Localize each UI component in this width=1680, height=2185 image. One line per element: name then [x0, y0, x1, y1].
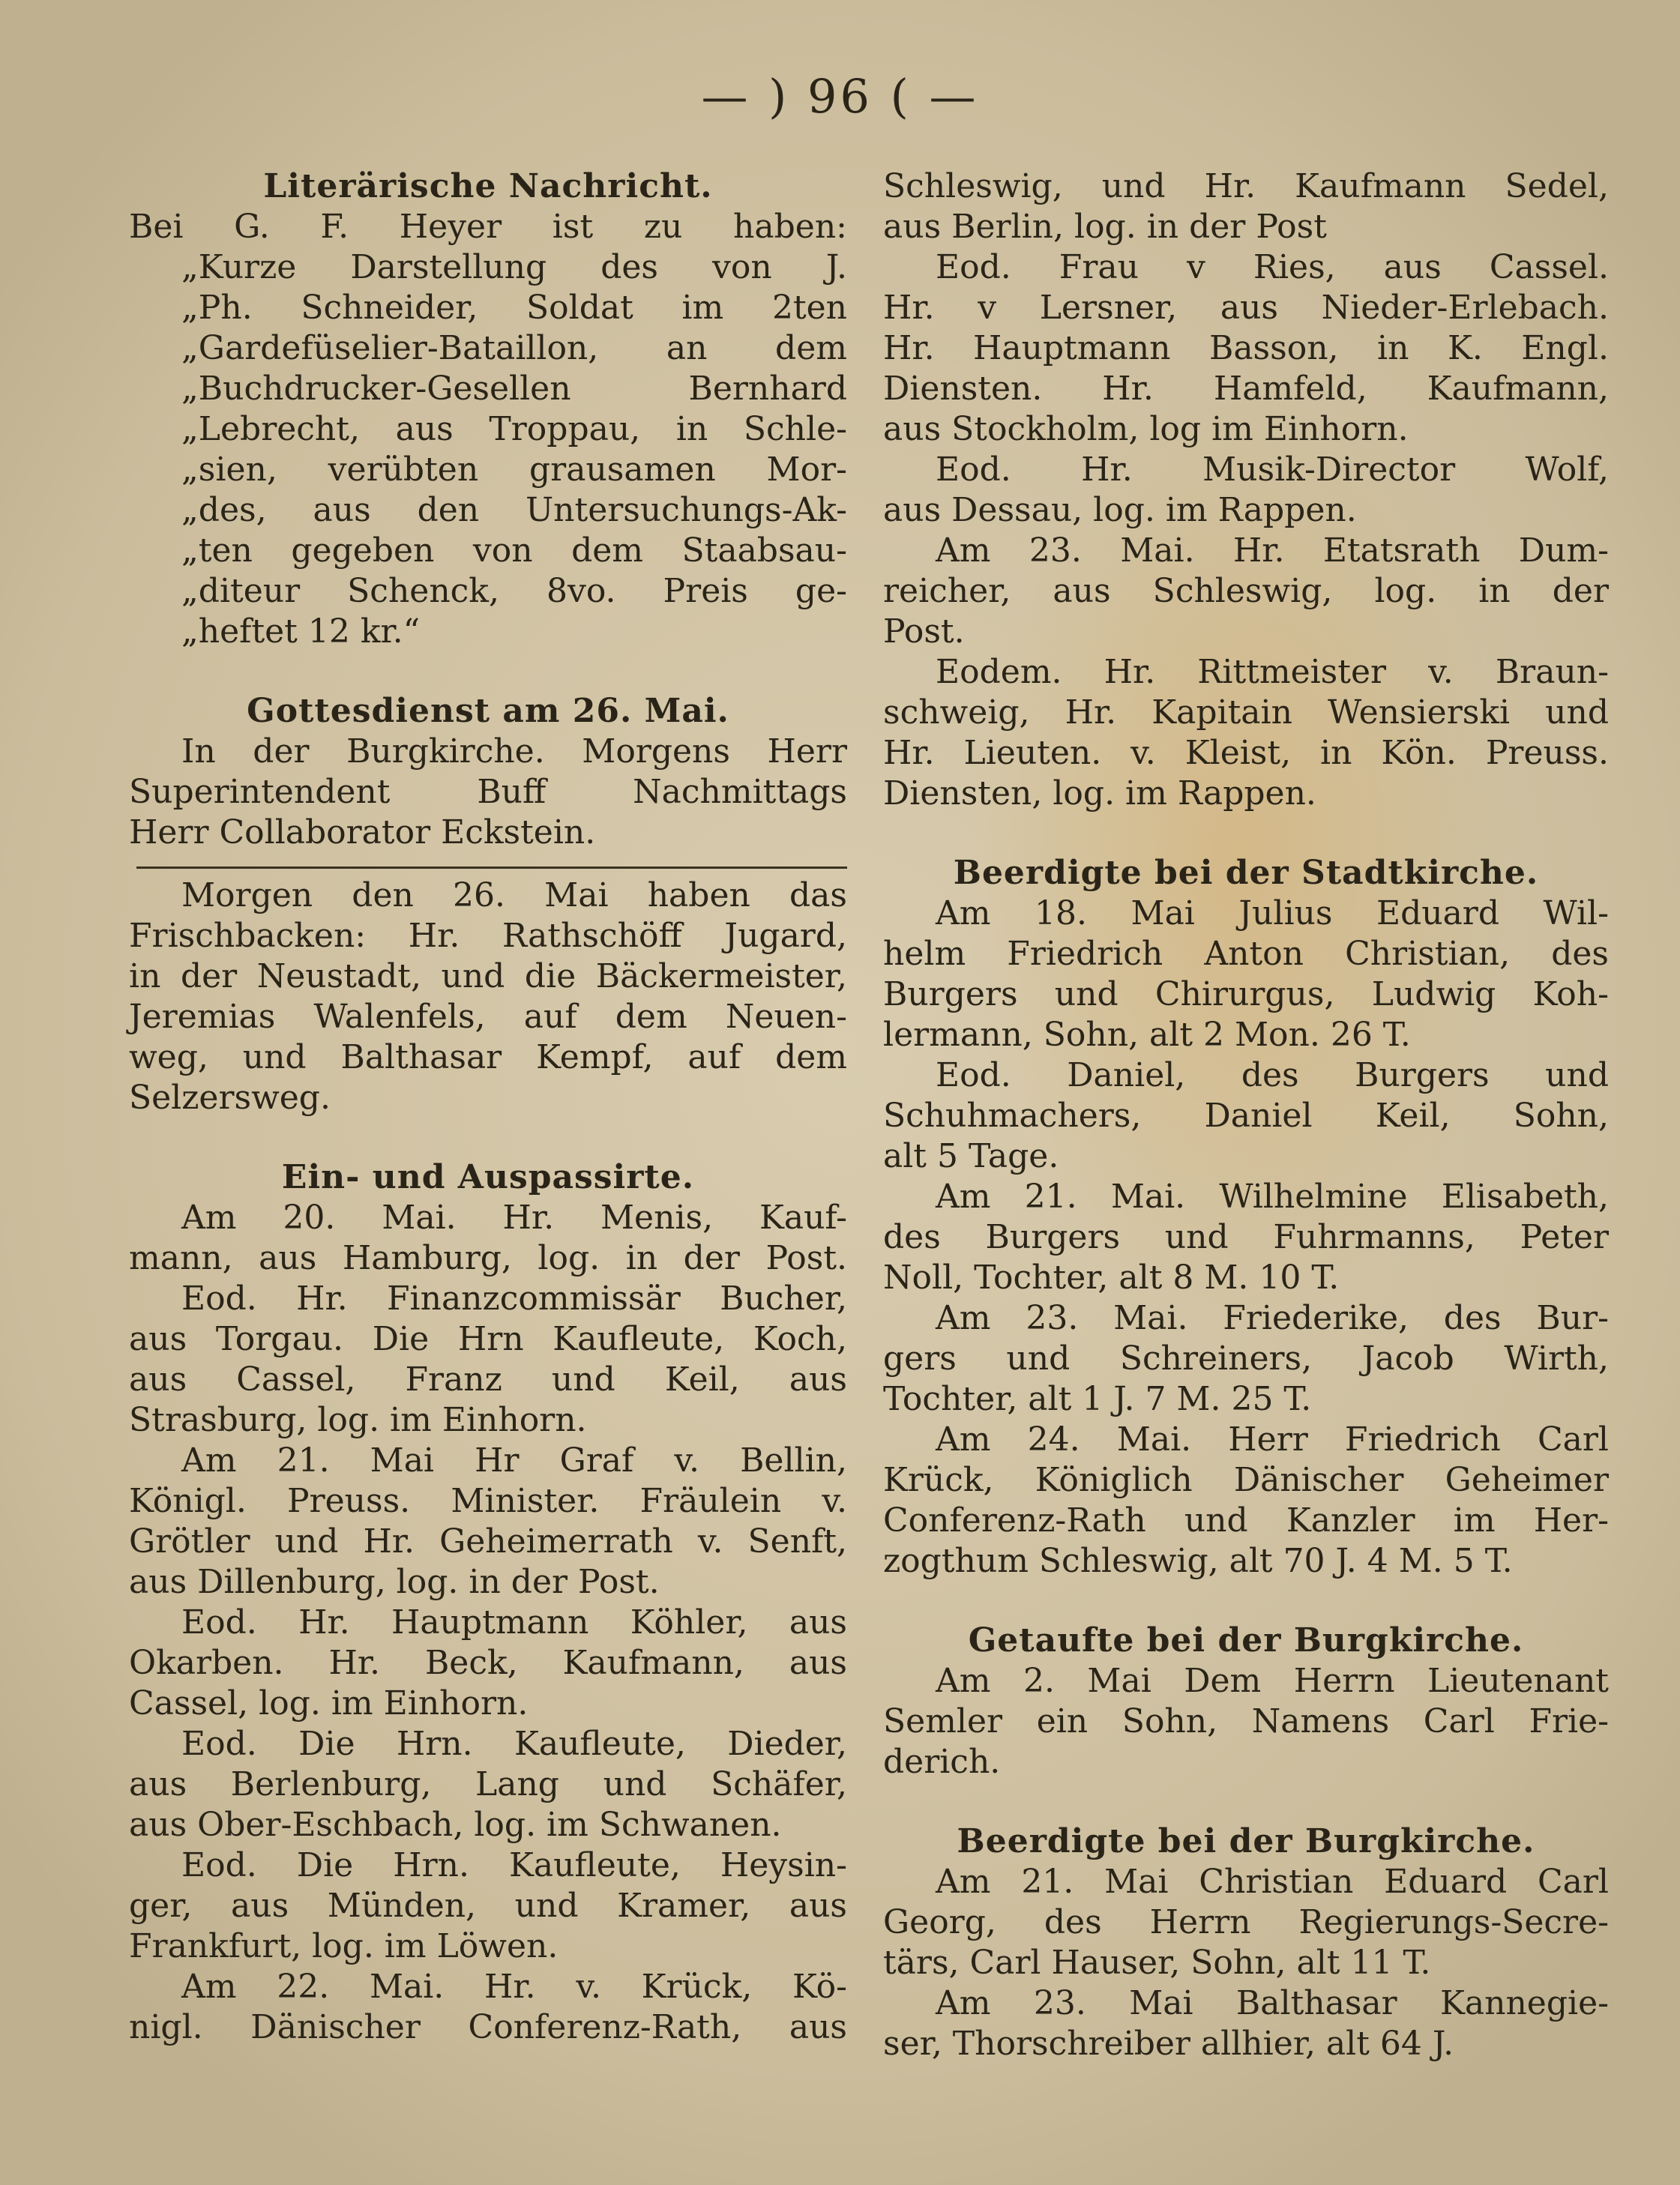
text-line: helm Friedrich Anton Christian, des: [883, 935, 1609, 973]
text-line: Frankfurt, log. im Löwen.: [129, 1927, 559, 1965]
text-line: derich.: [883, 1743, 1001, 1781]
text-line: Eod. Hr. Finanzcommissär Bucher,: [181, 1280, 847, 1318]
text-line: Burgers und Chirurgus, Ludwig Koh-: [883, 975, 1609, 1013]
text-line: aus Cassel, Franz und Keil, aus: [129, 1360, 847, 1399]
text-line: mann, aus Hamburg, log. in der Post.: [129, 1239, 847, 1277]
section-heading: Beerdigte bei der Stadtkirche.: [953, 854, 1539, 892]
text-line: aus Dessau, log. im Rappen.: [883, 491, 1357, 529]
text-line: Cassel, log. im Einhorn.: [129, 1684, 529, 1723]
text-line: Okarben. Hr. Beck, Kaufmann, aus: [129, 1644, 847, 1682]
text-line: „Gardefüselier-Bataillon, an dem: [181, 329, 847, 367]
section-heading: Ein- und Auspassirte.: [281, 1158, 695, 1196]
text-line: Georg, des Herrn Regierungs-Secre-: [883, 1903, 1609, 1941]
text-line: Conferenz-Rath und Kanzler im Her-: [883, 1501, 1609, 1540]
section-heading: Getaufte bei der Burgkirche.: [968, 1621, 1524, 1660]
text-line: Am 24. Mai. Herr Friedrich Carl: [936, 1420, 1609, 1459]
text-line: lermann, Sohn, alt 2 Mon. 26 T.: [883, 1016, 1411, 1054]
text-line: Diensten, log. im Rappen.: [883, 774, 1316, 813]
text-line: Eodem. Hr. Rittmeister v. Braun-: [936, 653, 1609, 691]
text-line: Noll, Tochter, alt 8 M. 10 T.: [883, 1259, 1340, 1297]
section-gap: [129, 1118, 847, 1157]
text-line: aus Torgau. Die Hrn Kaufleute, Koch,: [129, 1320, 847, 1358]
text-line: Am 22. Mai. Hr. v. Krück, Kö-: [181, 1968, 847, 2006]
text-line: Hr. Lieuten. v. Kleist, in Kön. Preuss.: [883, 734, 1609, 772]
text-line: Selzersweg.: [129, 1079, 331, 1117]
text-line: zogthum Schleswig, alt 70 J. 4 M. 5 T.: [883, 1542, 1513, 1580]
text-line: Morgen den 26. Mai haben das: [181, 876, 847, 914]
text-line: aus Berlin, log. in der Post: [883, 208, 1327, 246]
text-line: aus Dillenburg, log. in der Post.: [129, 1563, 660, 1601]
text-line: Eod. Die Hrn. Kaufleute, Heysin-: [181, 1846, 847, 1884]
text-line: des Burgers und Fuhrmanns, Peter: [883, 1218, 1609, 1256]
text-line: In der Burgkirche. Morgens Herr: [181, 732, 847, 771]
text-line: reicher, aus Schleswig, log. in der: [883, 572, 1609, 610]
text-line: Eod. Frau v Ries, aus Cassel.: [936, 248, 1609, 286]
text-line: Tochter, alt 1 J. 7 M. 25 T.: [883, 1380, 1312, 1418]
text-line: in der Neustadt, und die Bäckermeister,: [129, 957, 847, 995]
text-line: Post.: [883, 612, 965, 651]
text-line: gers und Schreiners, Jacob Wirth,: [883, 1339, 1609, 1378]
text-line: Am 20. Mai. Hr. Menis, Kauf-: [181, 1199, 847, 1237]
text-line: Diensten. Hr. Hamfeld, Kaufmann,: [883, 370, 1609, 408]
text-line: „sien, verübten grausamen Mor-: [181, 450, 847, 489]
text-line: ger, aus Münden, und Kramer, aus: [129, 1887, 847, 1925]
section-heading: Gottesdienst am 26. Mai.: [247, 692, 729, 730]
text-line: Am 21. Mai. Wilhelmine Elisabeth,: [936, 1178, 1609, 1216]
text-line: „Buchdrucker-Gesellen Bernhard: [181, 370, 847, 408]
section-divider: [129, 853, 847, 875]
text-line: Eod. Daniel, des Burgers und: [936, 1056, 1609, 1094]
text-line: weg, und Balthasar Kempf, auf dem: [129, 1038, 847, 1076]
text-line: aus Stockholm, log im Einhorn.: [883, 410, 1409, 448]
left-column: [129, 166, 847, 2048]
text-line: „Lebrecht, aus Troppau, in Schle-: [181, 410, 847, 448]
text-line: Königl. Preuss. Minister. Fräulein v.: [129, 1482, 847, 1520]
text-line: Am 21. Mai Hr Graf v. Bellin,: [181, 1441, 847, 1480]
text-line: Jeremias Walenfels, auf dem Neuen-: [129, 998, 847, 1036]
text-line: Superintendent Buff Nachmittags: [129, 773, 847, 811]
text-line: Am 18. Mai Julius Eduard Wil-: [936, 894, 1609, 932]
text-line: Am 2. Mai Dem Herrn Lieutenant: [936, 1662, 1609, 1700]
section-heading: Beerdigte bei der Burgkirche.: [957, 1822, 1535, 1860]
text-line: „des, aus den Untersuchungs-Ak-: [181, 491, 847, 529]
text-line: Am 23. Mai. Hr. Etatsrath Dum-: [936, 531, 1609, 570]
text-line: aus Ober-Eschbach, log. im Schwanen.: [129, 1806, 782, 1844]
text-line: Eod. Hr. Hauptmann Köhler, aus: [181, 1603, 847, 1642]
text-line: Eod. Hr. Musik-Director Wolf,: [936, 450, 1609, 489]
text-line: Schuhmachers, Daniel Keil, Sohn,: [883, 1097, 1609, 1135]
text-line: Bei G. F. Heyer ist zu haben:: [129, 208, 847, 246]
text-line: Schleswig, und Hr. Kaufmann Sedel,: [883, 167, 1609, 205]
section-gap: [883, 1782, 1609, 1821]
page-number: — ) 96 ( —: [701, 69, 979, 124]
section-gap: [883, 1582, 1609, 1621]
text-line: Strasburg, log. im Einhorn.: [129, 1401, 587, 1439]
section-heading: Literärische Nachricht.: [263, 167, 713, 205]
text-line: Krück, Königlich Dänischer Geheimer: [883, 1461, 1609, 1499]
text-line: Am 23. Mai Balthasar Kannegie-: [936, 1984, 1609, 2022]
text-line: schweig, Hr. Kapitain Wensierski und: [883, 693, 1609, 732]
section-gap: [129, 652, 847, 691]
text-line: Frischbacken: Hr. Rathschöff Jugard,: [129, 917, 847, 955]
text-line: Am 21. Mai Christian Eduard Carl: [936, 1863, 1609, 1901]
text-line: „diteur Schenck, 8vo. Preis ge-: [181, 572, 847, 610]
text-line: Hr. v Lersner, aus Nieder-Erlebach.: [883, 289, 1609, 327]
text-line: aus Berlenburg, Lang und Schäfer,: [129, 1765, 847, 1803]
text-line: Semler ein Sohn, Namens Carl Frie-: [883, 1702, 1609, 1741]
text-line: „Ph. Schneider, Soldat im 2ten: [181, 289, 847, 327]
text-line: „Kurze Darstellung des von J.: [181, 248, 847, 286]
text-line: alt 5 Tage.: [883, 1137, 1059, 1175]
text-line: Hr. Hauptmann Basson, in K. Engl.: [883, 329, 1609, 367]
text-line: „heftet 12 kr.“: [181, 612, 421, 651]
text-line: ser, Thorschreiber allhier, alt 64 J.: [883, 2025, 1454, 2063]
text-line: „ten gegeben von dem Staabsau-: [181, 531, 847, 570]
text-line: Grötler und Hr. Geheimerrath v. Senft,: [129, 1522, 847, 1561]
text-line: Am 23. Mai. Friederike, des Bur-: [936, 1299, 1609, 1337]
text-line: Herr Collaborator Eckstein.: [129, 813, 596, 852]
text-line: tärs, Carl Hauser, Sohn, alt 11 T.: [883, 1944, 1431, 1982]
right-column: [883, 166, 1609, 2064]
text-line: nigl. Dänischer Conferenz-Rath, aus: [129, 2008, 847, 2046]
section-gap: [883, 814, 1609, 853]
text-line: Eod. Die Hrn. Kaufleute, Dieder,: [181, 1725, 847, 1763]
